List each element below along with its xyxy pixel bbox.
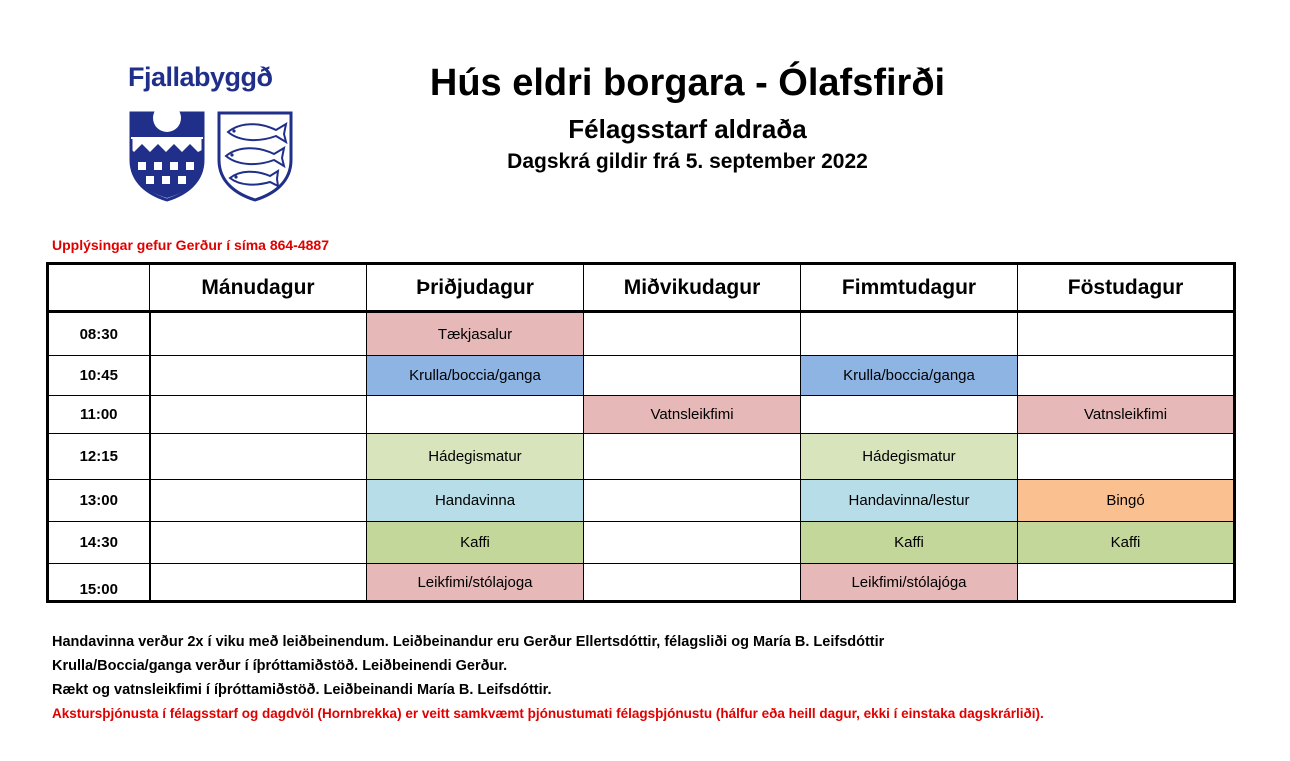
schedule-cell: Krulla/boccia/ganga [801,356,1018,396]
schedule-cell: Hádegismatur [367,434,584,480]
time-cell: 14:30 [48,522,150,564]
weekly-schedule-table [46,262,1236,603]
schedule-cell [1018,564,1235,602]
schedule-cell: Krulla/boccia/ganga [367,356,584,396]
schedule-cell: Leikfimi/stólajoga [367,564,584,602]
note-handicraft: Handavinna verður 2x í viku með leiðbeinendum. Leiðbeinandur eru Gerður Ellertsdóttir, félagsliði og María B. Leifsdóttir [52,634,885,650]
coat-of-arms-left-icon [128,110,206,202]
schedule-cell [150,356,367,396]
schedule-date: Dagskrá gildir frá 5. september 2022 [507,150,868,173]
table-row [48,480,1235,522]
note-transport: Akstursþjónusta í félagsstarf og dagdvöl (Hornbrekka) er veitt samkvæmt þjónustumati félagsþjónustu (hálfur eða heill dagur, ekki í einstaka dagskrárliði). [52,706,1044,721]
schedule-cell: Kaffi [367,522,584,564]
time-cell: 10:45 [48,356,150,396]
schedule-cell [150,396,367,434]
time-cell: 13:00 [48,480,150,522]
corner-cell [48,264,150,312]
schedule-cell: Kaffi [1018,522,1235,564]
notes-section [52,634,1044,730]
day-header-thursday: Fimmtudagur [801,264,1018,312]
time-cell: 12:15 [48,434,150,480]
schedule-cell: Leikfimi/stólajóga [801,564,1018,602]
schedule-cell: Tækjasalur [367,312,584,356]
schedule-cell [584,480,801,522]
schedule-cell [1018,312,1235,356]
table-row [48,522,1235,564]
municipality-logo [128,62,293,207]
header-row [48,264,1235,312]
schedule-cell [150,480,367,522]
day-header-wednesday: Miðvikudagur [584,264,801,312]
day-header-tuesday: Þriðjudagur [367,264,584,312]
table-row [48,312,1235,356]
schedule-cell [801,396,1018,434]
schedule-cell: Handavinna [367,480,584,522]
schedule-cell [1018,434,1235,480]
table-row [48,356,1235,396]
schedule-cell [150,564,367,602]
day-header-monday: Mánudagur [150,264,367,312]
schedule-cell: Handavinna/lestur [801,480,1018,522]
schedule-cell: Hádegismatur [801,434,1018,480]
schedule-cell [150,312,367,356]
schedule-cell: Vatnsleikfimi [1018,396,1235,434]
schedule-cell [801,312,1018,356]
table-row [48,396,1235,434]
coat-of-arms-right-icon [216,110,294,202]
table-row [48,564,1235,602]
schedule-cell: Vatnsleikfimi [584,396,801,434]
note-exercise: Rækt og vatnsleikfimi í íþróttamiðstöð. Leiðbeinandi María B. Leifsdóttir. [52,682,552,698]
page-subtitle: Félagsstarf aldraða [568,114,807,144]
schedule-cell [150,434,367,480]
schedule-cell [1018,356,1235,396]
time-cell: 15:00 [48,564,150,602]
schedule-cell [584,312,801,356]
schedule-cell: Bingó [1018,480,1235,522]
contact-info: Upplýsingar gefur Gerður í síma 864-4887 [52,237,329,253]
schedule-cell [584,522,801,564]
schedule-cell [584,356,801,396]
schedule-cell [584,434,801,480]
logo-text: Fjallabyggð [128,62,273,92]
page-title: Hús eldri borgara - Ólafsfirði [429,62,946,104]
schedule-cell [150,522,367,564]
time-cell: 11:00 [48,396,150,434]
note-curling: Krulla/Boccia/ganga verður í íþróttamiðstöð. Leiðbeinendi Gerður. [52,658,508,674]
schedule-cell: Kaffi [801,522,1018,564]
day-header-friday: Föstudagur [1018,264,1235,312]
time-cell: 08:30 [48,312,150,356]
schedule-cell [367,396,584,434]
schedule-cell [584,564,801,602]
table-row [48,434,1235,480]
